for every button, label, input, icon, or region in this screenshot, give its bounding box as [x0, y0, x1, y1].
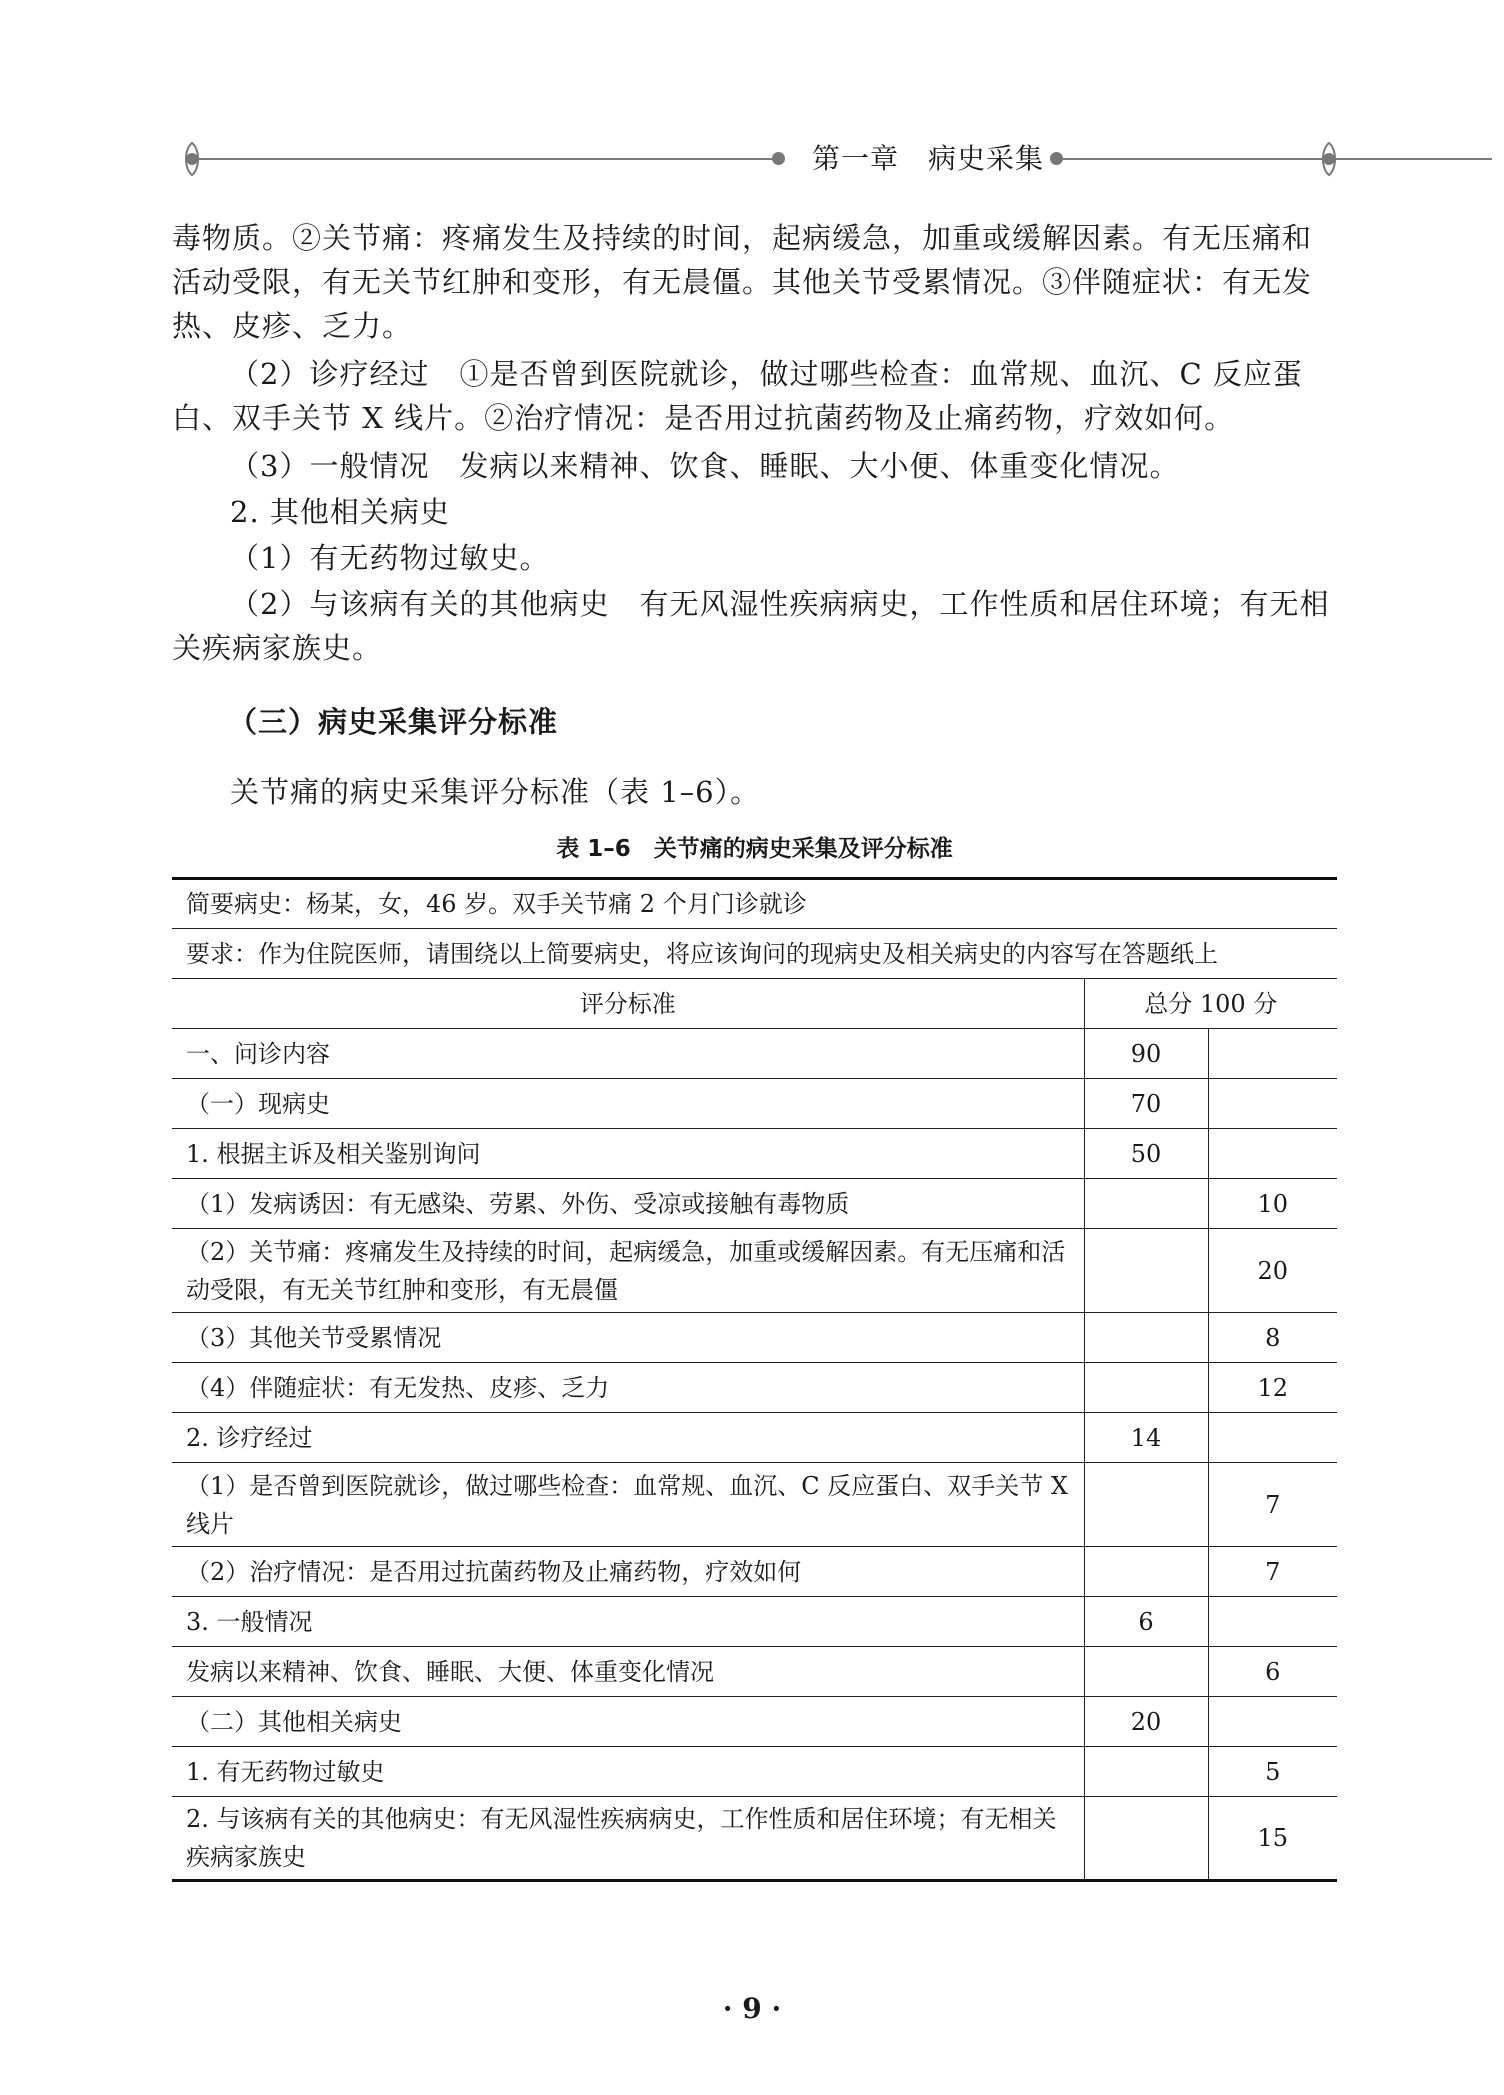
paragraph: （1）有无药物过敏史。 — [230, 541, 550, 575]
total-score-cell — [1084, 1313, 1208, 1363]
criteria-cell: 1. 有无药物过敏史 — [172, 1747, 1084, 1797]
total-score-cell: 50 — [1084, 1129, 1208, 1179]
header-criteria: 评分标准 — [172, 979, 1084, 1029]
total-score-cell: 20 — [1084, 1697, 1208, 1747]
criteria-cell: 2. 与该病有关的其他病史：有无风湿性疾病病史，工作性质和居住环境；有无相关疾病家族史 — [172, 1797, 1084, 1881]
table-row — [172, 1547, 1337, 1597]
criteria-cell: （2）治疗情况：是否用过抗菌药物及止痛药物，疗效如何 — [172, 1547, 1084, 1597]
criteria-cell: （二）其他相关病史 — [172, 1697, 1084, 1747]
criteria-cell: （2）关节痛：疼痛发生及持续的时间，起病缓急，加重或缓解因素。有无压痛和活动受限，有无关节红肿和变形，有无晨僵 — [172, 1229, 1084, 1313]
total-score-cell — [1084, 1179, 1208, 1229]
paragraph: 2. 其他相关病史 — [230, 495, 450, 529]
ornament-icon — [1309, 139, 1349, 179]
table-row — [172, 1029, 1337, 1079]
item-score-cell: 7 — [1208, 1547, 1337, 1597]
total-score-cell: 90 — [1084, 1029, 1208, 1079]
table-row — [172, 1179, 1337, 1229]
criteria-cell: （3）其他关节受累情况 — [172, 1313, 1084, 1363]
table-row — [172, 1129, 1337, 1179]
ornament-icon — [172, 139, 212, 179]
criteria-cell: （4）伴随症状：有无发热、皮疹、乏力 — [172, 1363, 1084, 1413]
brief-history: 简要病史：杨某，女，46 岁。双手关节痛 2 个月门诊就诊 — [172, 879, 1337, 929]
total-score-cell — [1084, 1463, 1208, 1547]
header-rule-left — [210, 158, 780, 160]
item-score-cell — [1208, 1413, 1337, 1463]
table-row — [172, 1079, 1337, 1129]
table-row — [172, 1697, 1337, 1747]
table-row — [172, 1797, 1337, 1881]
item-score-cell: 20 — [1208, 1229, 1337, 1313]
paragraph: （2）与该病有关的其他病史 有无风湿性疾病病史，工作性质和居住环境；有无相关疾病家族史。 — [172, 587, 1330, 665]
table-row — [172, 1597, 1337, 1647]
total-score-cell — [1084, 1647, 1208, 1697]
table-row — [172, 1413, 1337, 1463]
criteria-cell: 2. 诊疗经过 — [172, 1413, 1084, 1463]
total-score-cell — [1084, 1229, 1208, 1313]
header-rule-right — [1062, 158, 1492, 160]
table-row — [172, 1647, 1337, 1697]
item-score-cell: 15 — [1208, 1797, 1337, 1881]
total-score-cell — [1084, 1547, 1208, 1597]
criteria-cell: 一、问诊内容 — [172, 1029, 1084, 1079]
running-header — [172, 135, 1337, 181]
criteria-cell: （一）现病史 — [172, 1079, 1084, 1129]
item-score-cell: 10 — [1208, 1179, 1337, 1229]
paragraph: 毒物质。②关节痛：疼痛发生及持续的时间，起病缓急，加重或缓解因素。有无压痛和活动受限，有无关节红肿和变形，有无晨僵。其他关节受累情况。③伴随症状：有无发热、皮疹、乏力。 — [172, 221, 1313, 343]
section-title: （三）病史采集评分标准 — [228, 705, 559, 739]
table-intro: 关节痛的病史采集评分标准（表 1–6）。 — [230, 775, 761, 809]
scoring-table — [172, 877, 1337, 1882]
total-score-cell: 70 — [1084, 1079, 1208, 1129]
item-score-cell: 7 — [1208, 1463, 1337, 1547]
paragraph: （2）诊疗经过 ①是否曾到医院就诊，做过哪些检查：血常规、血沉、C 反应蛋白、双手关节 X 线片。②治疗情况：是否用过抗菌药物及止痛药物，疗效如何。 — [172, 357, 1303, 435]
criteria-cell: （1）是否曾到医院就诊，做过哪些检查：血常规、血沉、C 反应蛋白、双手关节 X 线片 — [172, 1463, 1084, 1547]
item-score-cell — [1208, 1129, 1337, 1179]
table-row — [172, 1747, 1337, 1797]
item-score-cell: 12 — [1208, 1363, 1337, 1413]
page-number: · 9 · — [722, 1992, 782, 2025]
table-caption: 表 1–6 关节痛的病史采集及评分标准 — [556, 836, 953, 862]
table-row — [172, 1313, 1337, 1363]
header-total: 总分 100 分 — [1084, 979, 1337, 1029]
item-score-cell: 6 — [1208, 1647, 1337, 1697]
paragraph: （3）一般情况 发病以来精神、饮食、睡眠、大小便、体重变化情况。 — [230, 449, 1180, 483]
table-row — [172, 1363, 1337, 1413]
header-dot-left — [772, 152, 785, 165]
item-score-cell — [1208, 1697, 1337, 1747]
item-score-cell: 5 — [1208, 1747, 1337, 1797]
item-score-cell — [1208, 1079, 1337, 1129]
requirement: 要求：作为住院医师，请围绕以上简要病史，将应该询问的现病史及相关病史的内容写在答题纸上 — [172, 929, 1337, 979]
criteria-cell: 1. 根据主诉及相关鉴别询问 — [172, 1129, 1084, 1179]
item-score-cell — [1208, 1597, 1337, 1647]
table-row — [172, 1229, 1337, 1313]
table-row — [172, 1463, 1337, 1547]
total-score-cell — [1084, 1797, 1208, 1881]
total-score-cell: 6 — [1084, 1597, 1208, 1647]
total-score-cell: 14 — [1084, 1413, 1208, 1463]
total-score-cell — [1084, 1747, 1208, 1797]
item-score-cell — [1208, 1029, 1337, 1079]
criteria-cell: 3. 一般情况 — [172, 1597, 1084, 1647]
criteria-cell: 发病以来精神、饮食、睡眠、大便、体重变化情况 — [172, 1647, 1084, 1697]
total-score-cell — [1084, 1363, 1208, 1413]
chapter-title: 第一章 病史采集 — [812, 142, 1045, 175]
criteria-cell: （1）发病诱因：有无感染、劳累、外伤、受凉或接触有毒物质 — [172, 1179, 1084, 1229]
item-score-cell: 8 — [1208, 1313, 1337, 1363]
